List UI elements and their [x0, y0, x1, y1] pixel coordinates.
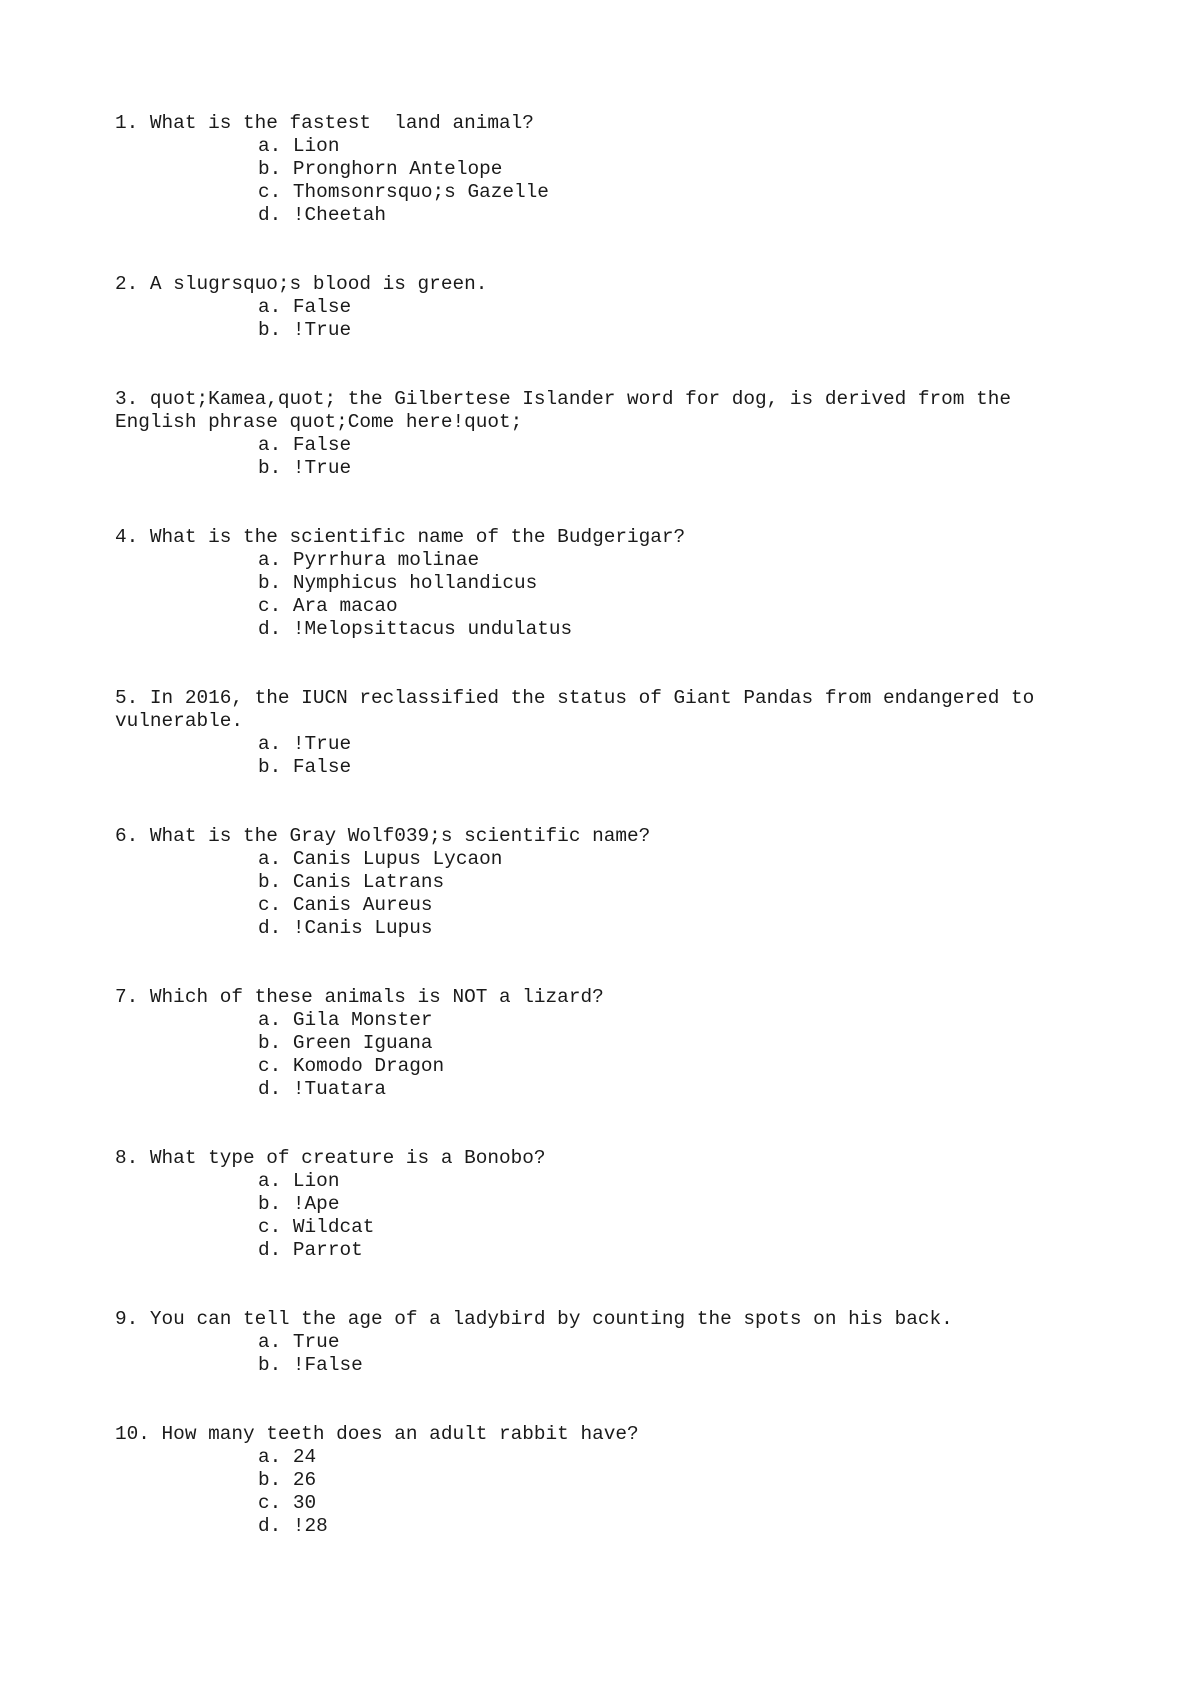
question-8: [115, 1147, 1095, 1262]
question-7: [115, 986, 1095, 1101]
answer-option: a. False: [258, 296, 352, 318]
question-text: 5. In 2016, the IUCN reclassified the status of Giant Pandas from endangered to vulnerable.: [115, 687, 1046, 732]
question-text: 9. You can tell the age of a ladybird by counting the spots on his back.: [115, 1308, 953, 1330]
question-text: 3. quot;Kamea,quot; the Gilbertese Islander word for dog, is derived from the English phrase quot;Come here!quot;: [115, 388, 1023, 433]
question-6: [115, 825, 1095, 940]
question-text: 6. What is the Gray Wolf039;s scientific name?: [115, 825, 651, 847]
answer-option: b. False: [258, 756, 352, 778]
answer-option: d. !28: [258, 1515, 328, 1537]
answer-options: [115, 1331, 1095, 1377]
answer-options: [115, 296, 1095, 342]
answer-options: [115, 1009, 1095, 1101]
answer-option: a. !True: [258, 733, 352, 755]
answer-option: a. Gila Monster: [258, 1009, 433, 1031]
answer-option: b. Canis Latrans: [258, 871, 445, 893]
answer-option: b. Pronghorn Antelope: [258, 158, 503, 180]
question-1: [115, 112, 1095, 227]
answer-option: a. Canis Lupus Lycaon: [258, 848, 503, 870]
question-text: 2. A slugrsquo;s blood is green.: [115, 273, 488, 295]
answer-option: d. !Cheetah: [258, 204, 386, 226]
answer-option: a. Lion: [258, 135, 340, 157]
answer-option: c. Thomsonrsquo;s Gazelle: [258, 181, 549, 203]
question-text: 1. What is the fastest land animal?: [115, 112, 534, 134]
question-text: 4. What is the scientific name of the Budgerigar?: [115, 526, 686, 548]
answer-option: a. 24: [258, 1446, 317, 1468]
answer-option: d. Parrot: [258, 1239, 363, 1261]
answer-option: a. Pyrrhura molinae: [258, 549, 480, 571]
question-text: 8. What type of creature is a Bonobo?: [115, 1147, 546, 1169]
answer-option: a. Lion: [258, 1170, 340, 1192]
question-2: [115, 273, 1095, 342]
answer-option: b. !True: [258, 319, 352, 341]
answer-option: b. Green Iguana: [258, 1032, 433, 1054]
question-text: 10. How many teeth does an adult rabbit have?: [115, 1423, 639, 1445]
answer-option: c. Ara macao: [258, 595, 398, 617]
answer-option: c. Wildcat: [258, 1216, 375, 1238]
question-5: [115, 687, 1095, 779]
answer-option: b. !True: [258, 457, 352, 479]
answer-options: [115, 848, 1095, 940]
answer-options: [115, 1446, 1095, 1538]
answer-option: b. !Ape: [258, 1193, 340, 1215]
answer-option: c. 30: [258, 1492, 317, 1514]
answer-options: [115, 434, 1095, 480]
answer-option: c. Komodo Dragon: [258, 1055, 445, 1077]
question-text: 7. Which of these animals is NOT a lizard?: [115, 986, 604, 1008]
question-10: [115, 1423, 1095, 1538]
quiz-document: [115, 112, 1095, 1584]
answer-option: c. Canis Aureus: [258, 894, 433, 916]
answer-option: d. !Melopsittacus undulatus: [258, 618, 573, 640]
answer-options: [115, 733, 1095, 779]
question-9: [115, 1308, 1095, 1377]
answer-option: d. !Canis Lupus: [258, 917, 433, 939]
question-3: [115, 388, 1095, 480]
answer-option: a. False: [258, 434, 352, 456]
answer-options: [115, 135, 1095, 227]
answer-options: [115, 1170, 1095, 1262]
answer-options: [115, 549, 1095, 641]
answer-option: b. Nymphicus hollandicus: [258, 572, 538, 594]
question-4: [115, 526, 1095, 641]
answer-option: b. !False: [258, 1354, 363, 1376]
answer-option: b. 26: [258, 1469, 317, 1491]
answer-option: a. True: [258, 1331, 340, 1353]
answer-option: d. !Tuatara: [258, 1078, 386, 1100]
